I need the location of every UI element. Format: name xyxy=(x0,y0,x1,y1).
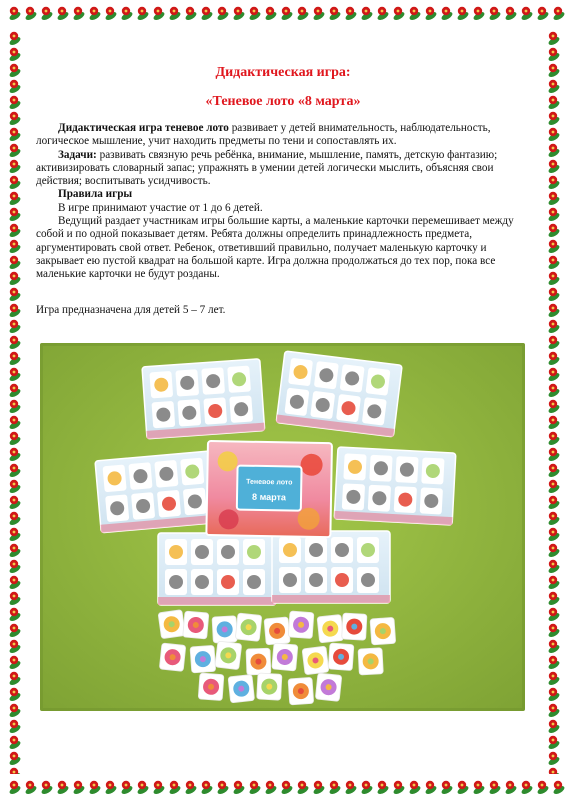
flower-tile-icon xyxy=(280,781,293,796)
flower-tile-icon xyxy=(547,752,560,767)
flower-tile-icon xyxy=(472,7,485,22)
tasks-text: развивать связную речь ребёнка, внимание, мышление, память, детскую фантазию; активизировать словарный запас; упражнять в умении детей логически мыслить, объясняя свои действия; воспитывать усидчивость. xyxy=(36,148,498,188)
flower-tile-icon xyxy=(8,464,21,479)
flower-tile-icon xyxy=(8,368,21,383)
small-card xyxy=(212,616,237,643)
flower-tile-icon xyxy=(8,144,21,159)
flower-tile-icon xyxy=(392,7,405,22)
flower-tile-icon xyxy=(8,544,21,559)
intro-paragraph xyxy=(36,122,530,149)
flower-tile-icon xyxy=(547,448,560,463)
intro-text: развивает у детей внимательность, наблюдательность, логическое мышление, учит находить предметы по тени и сопоставлять их. xyxy=(36,122,491,148)
flower-tile-icon xyxy=(216,781,229,796)
flower-tile-icon xyxy=(547,400,560,415)
flower-tile-icon xyxy=(488,781,501,796)
flower-tile-icon xyxy=(8,160,21,175)
flower-tile-icon xyxy=(547,272,560,287)
flower-tile-icon xyxy=(8,224,21,239)
flower-tile-icon xyxy=(547,304,560,319)
flower-tile-icon xyxy=(296,7,309,22)
small-card xyxy=(288,677,314,705)
flower-tile-icon xyxy=(552,7,565,22)
flower-tile-icon xyxy=(24,781,37,796)
lotto-card-2 xyxy=(276,351,402,437)
flower-tile-icon xyxy=(376,781,389,796)
flower-tile-icon xyxy=(376,7,389,22)
flower-tile-icon xyxy=(547,128,560,143)
flower-tile-icon xyxy=(547,464,560,479)
flower-tile-icon xyxy=(248,7,261,22)
flower-tile-icon xyxy=(8,48,21,63)
flower-tile-icon xyxy=(184,7,197,22)
flower-tile-icon xyxy=(547,768,560,774)
flower-tile-icon xyxy=(408,7,421,22)
small-card xyxy=(328,643,354,671)
flower-tile-icon xyxy=(8,176,21,191)
cover-title: Теневое лото xyxy=(246,478,293,487)
flower-tile-icon xyxy=(344,7,357,22)
flower-tile-icon xyxy=(328,781,341,796)
flower-tile-icon xyxy=(547,320,560,335)
flower-tile-icon xyxy=(504,7,517,22)
flower-tile-icon xyxy=(8,240,21,255)
flower-tile-icon xyxy=(8,752,21,767)
flower-tile-icon xyxy=(8,688,21,703)
flower-tile-icon xyxy=(547,64,560,79)
flower-tile-icon xyxy=(8,560,21,575)
flower-tile-icon xyxy=(547,192,560,207)
small-card xyxy=(302,646,329,675)
decorative-border-top xyxy=(0,0,565,26)
flower-tile-icon xyxy=(56,781,69,796)
flower-tile-icon xyxy=(547,144,560,159)
flower-tile-icon xyxy=(547,32,560,47)
small-card xyxy=(342,613,367,640)
flower-tile-icon xyxy=(547,256,560,271)
flower-tile-icon xyxy=(547,640,560,655)
age-note: Игра предназначена для детей 5 – 7 лет. xyxy=(36,303,226,316)
flower-tile-icon xyxy=(547,480,560,495)
flower-tile-icon xyxy=(136,7,149,22)
flower-tile-icon xyxy=(152,7,165,22)
flower-tile-icon xyxy=(312,7,325,22)
decorative-border-left xyxy=(0,26,26,774)
flower-tile-icon xyxy=(547,112,560,127)
flower-tile-icon xyxy=(168,7,181,22)
small-card xyxy=(159,643,186,671)
decorative-border-right xyxy=(539,26,565,774)
flower-tile-icon xyxy=(168,781,181,796)
flower-tile-icon xyxy=(8,400,21,415)
flower-tile-icon xyxy=(547,176,560,191)
flower-tile-icon xyxy=(72,781,85,796)
flower-tile-icon xyxy=(232,7,245,22)
flower-tile-icon xyxy=(547,352,560,367)
flower-tile-icon xyxy=(536,781,549,796)
flower-tile-icon xyxy=(424,7,437,22)
flower-tile-icon xyxy=(547,624,560,639)
flower-tile-icon xyxy=(40,7,53,22)
flower-tile-icon xyxy=(344,781,357,796)
game-cover-card xyxy=(206,441,332,537)
flower-tile-icon xyxy=(8,512,21,527)
flower-tile-icon xyxy=(547,96,560,111)
small-card xyxy=(228,674,255,702)
flower-tile-icon xyxy=(264,7,277,22)
flower-tile-icon xyxy=(8,112,21,127)
flower-tile-icon xyxy=(547,560,560,575)
flower-tile-icon xyxy=(8,272,21,287)
flower-tile-icon xyxy=(547,208,560,223)
rule-2: Ведущий раздает участникам игры большие карты, а маленькие карточки перемешивает между собой и по одной показывает детям. Ребята должны определить принадлежность предмета, аргументировать свой ответ. Ребенок, ответивший правильно, получает маленькую карточку и закрывает ею пустой квадрат на большой карте. Игра должна продолжаться до тех пор, пока все маленькие карточки не будут розданы. xyxy=(36,215,514,281)
flower-tile-icon xyxy=(547,336,560,351)
flower-tile-icon xyxy=(547,224,560,239)
flower-tile-icon xyxy=(8,496,21,511)
flower-tile-icon xyxy=(8,736,21,751)
page-title: Дидактическая игра: xyxy=(215,65,351,80)
flower-tile-icon xyxy=(104,7,117,22)
lotto-card-4 xyxy=(334,447,456,525)
flower-tile-icon xyxy=(56,7,69,22)
intro-bold: Дидактическая игра теневое лото xyxy=(58,122,229,134)
flower-tile-icon xyxy=(8,320,21,335)
flower-tile-icon xyxy=(8,208,21,223)
tasks-label: Задачи: xyxy=(58,148,97,161)
flower-tile-icon xyxy=(547,544,560,559)
flower-tile-icon xyxy=(88,7,101,22)
flower-tile-icon xyxy=(547,704,560,719)
flower-tile-icon xyxy=(280,7,293,22)
flower-tile-icon xyxy=(312,781,325,796)
flower-tile-icon xyxy=(440,781,453,796)
flower-tile-icon xyxy=(536,7,549,22)
game-photo-illustration xyxy=(40,343,525,711)
flower-tile-icon xyxy=(440,7,453,22)
flower-tile-icon xyxy=(8,608,21,623)
game-photo xyxy=(40,343,525,711)
flower-tile-icon xyxy=(8,656,21,671)
flower-tile-icon xyxy=(8,672,21,687)
flower-tile-icon xyxy=(547,384,560,399)
small-card xyxy=(198,673,224,701)
flower-tile-icon xyxy=(456,781,469,796)
flower-tile-icon xyxy=(120,781,133,796)
flower-tile-icon xyxy=(8,768,21,774)
flower-tile-icon xyxy=(8,432,21,447)
flower-tile-icon xyxy=(152,781,165,796)
flower-tile-icon xyxy=(8,704,21,719)
flower-tile-icon xyxy=(8,528,21,543)
lotto-card-1 xyxy=(142,359,265,439)
flower-tile-icon xyxy=(104,781,117,796)
rule-1: В игре принимают участие от 1 до 6 детей. xyxy=(58,201,263,214)
flower-tile-icon xyxy=(552,781,565,796)
flower-tile-icon xyxy=(8,352,21,367)
flower-tile-icon xyxy=(424,781,437,796)
flower-tile-icon xyxy=(547,512,560,527)
flower-tile-icon xyxy=(8,192,21,207)
flower-tile-icon xyxy=(40,781,53,796)
flower-tile-icon xyxy=(547,240,560,255)
document-body xyxy=(36,40,530,327)
flower-tile-icon xyxy=(472,781,485,796)
flower-tile-icon xyxy=(360,781,373,796)
flower-tile-icon xyxy=(360,7,373,22)
flower-tile-icon xyxy=(8,576,21,591)
flower-tile-icon xyxy=(547,48,560,63)
flower-tile-icon xyxy=(547,288,560,303)
flower-tile-icon xyxy=(328,7,341,22)
flower-tile-icon xyxy=(120,7,133,22)
flower-tile-icon xyxy=(8,304,21,319)
small-card xyxy=(257,673,282,700)
lotto-card-6 xyxy=(272,531,390,603)
flower-tile-icon xyxy=(408,781,421,796)
flower-tile-icon xyxy=(296,781,309,796)
flower-tile-icon xyxy=(456,7,469,22)
cover-subtitle: 8 марта xyxy=(252,491,287,503)
flower-tile-icon xyxy=(547,672,560,687)
flower-tile-icon xyxy=(8,7,21,22)
flower-tile-icon xyxy=(8,640,21,655)
flower-tile-icon xyxy=(8,624,21,639)
flower-tile-icon xyxy=(8,64,21,79)
flower-tile-icon xyxy=(8,448,21,463)
flower-tile-icon xyxy=(8,720,21,735)
flower-tile-icon xyxy=(520,7,533,22)
flower-tile-icon xyxy=(200,781,213,796)
flower-tile-icon xyxy=(547,576,560,591)
small-card xyxy=(235,613,262,641)
flower-tile-icon xyxy=(547,368,560,383)
flower-tile-icon xyxy=(547,528,560,543)
flower-tile-icon xyxy=(547,496,560,511)
flower-tile-icon xyxy=(8,592,21,607)
flower-tile-icon xyxy=(248,781,261,796)
description-text xyxy=(36,122,530,282)
small-card xyxy=(183,611,209,639)
flower-tile-icon xyxy=(8,384,21,399)
flower-tile-icon xyxy=(547,608,560,623)
flower-tile-icon xyxy=(547,160,560,175)
flower-tile-icon xyxy=(8,128,21,143)
flower-tile-icon xyxy=(72,7,85,22)
small-card xyxy=(158,610,185,639)
flower-tile-icon xyxy=(547,416,560,431)
flower-tile-icon xyxy=(547,592,560,607)
flower-tile-icon xyxy=(24,7,37,22)
small-card xyxy=(317,614,344,642)
flower-tile-icon xyxy=(547,80,560,95)
flower-tile-icon xyxy=(8,32,21,47)
small-card xyxy=(246,648,271,675)
flower-tile-icon xyxy=(8,781,21,796)
lotto-card-3 xyxy=(95,451,219,533)
flower-tile-icon xyxy=(216,7,229,22)
flower-tile-icon xyxy=(184,781,197,796)
small-card xyxy=(315,673,342,701)
flower-tile-icon xyxy=(547,720,560,735)
flower-tile-icon xyxy=(547,432,560,447)
flower-tile-icon xyxy=(8,96,21,111)
flower-tile-icon xyxy=(547,688,560,703)
flower-tile-icon xyxy=(264,781,277,796)
flower-tile-icon xyxy=(547,736,560,751)
flower-tile-icon xyxy=(8,80,21,95)
page-subtitle: «Теневое лото «8 марта» xyxy=(205,94,361,109)
rules-heading: Правила игры xyxy=(58,188,133,201)
flower-tile-icon xyxy=(392,781,405,796)
small-card xyxy=(272,643,298,671)
flower-tile-icon xyxy=(232,781,245,796)
small-card xyxy=(190,645,216,673)
flower-tile-icon xyxy=(520,781,533,796)
flower-tile-icon xyxy=(136,781,149,796)
small-card xyxy=(264,617,290,645)
tasks-paragraph xyxy=(36,149,530,189)
flower-tile-icon xyxy=(8,256,21,271)
flower-tile-icon xyxy=(8,288,21,303)
flower-tile-icon xyxy=(88,781,101,796)
small-card xyxy=(215,641,242,670)
flower-tile-icon xyxy=(504,781,517,796)
small-card xyxy=(288,611,314,639)
flower-tile-icon xyxy=(8,416,21,431)
flower-tile-icon xyxy=(8,336,21,351)
flower-tile-icon xyxy=(547,656,560,671)
small-card xyxy=(358,648,383,675)
flower-tile-icon xyxy=(200,7,213,22)
lotto-card-5 xyxy=(158,533,276,605)
flower-tile-icon xyxy=(8,480,21,495)
decorative-border-bottom xyxy=(0,774,565,800)
small-card xyxy=(370,617,396,645)
flower-tile-icon xyxy=(488,7,501,22)
